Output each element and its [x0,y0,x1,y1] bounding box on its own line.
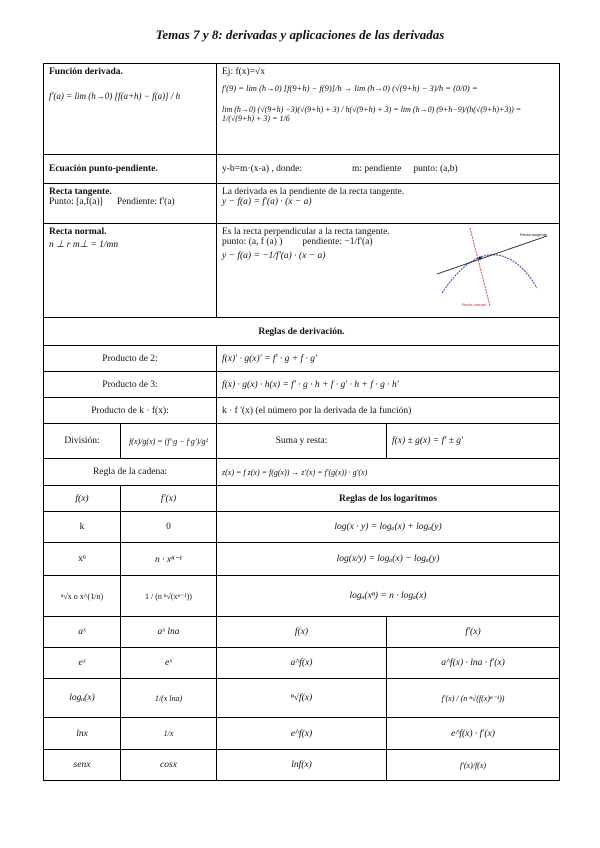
log-rule-power: logₐ(xⁿ) = n · logₐ(x) [216,576,559,616]
row-cadena [44,458,559,485]
table-cell-f: k [79,522,85,532]
producto-3-formula: f(x) · g(x) · h(x) = f' · g · h + f · g' · h + f · g · h' [216,372,559,397]
table-cell-df2: f'(x)/f(x) [386,750,559,780]
table-cell-f: eˣ [78,658,86,668]
table-cell-f: ⁿ√x o x^(1/n) [60,591,104,601]
col-header-f: f(x) [75,493,89,504]
table-cell-f: senx [73,760,91,770]
example-line-2: lim (h→0) (√(9+h) −3)(√(9+h) + 3) / h(√(9+h) + 3) = lim (h→0) (9+h−9)/(h(√(9+h)+3)) = 1/(√(9+h) + 3) = 1/6 [222,105,522,123]
tangent-line [437,236,547,274]
example-label: Ej: f(x)=√x [222,67,266,77]
curve [442,255,537,293]
col-header-df: f'(x) [120,486,216,511]
table-cell-f2: e^f(x) [216,718,386,749]
tangente-eq: y − f(a) = f'(a) · (x − a) [222,197,312,207]
tangency-point [479,257,482,260]
row-division-suma [44,423,559,458]
heading-recta-normal: Recta normal. [49,227,107,237]
row-producto-2 [44,345,559,371]
row-funcion-derivada [44,64,559,154]
table-cell-df: 1/(x lna) [120,679,216,717]
tangente-text: La derivada es la pendiente de la recta tangente. [222,187,405,197]
heading-funcion-derivada: Función derivada. [49,67,123,77]
cadena-formula: z(x) = f z(x) = f(g(x)) → z'(x) = f'(g(x)) · g'(x) [216,459,559,485]
formula-sheet [43,63,560,781]
table-cell-f: lnx [76,728,88,739]
producto-k-formula: k · f '(x) (el número por la derivada de la función) [216,398,559,423]
table-cell-f: xⁿ [78,554,86,564]
table-cell-df: 0 [120,512,216,542]
label-normal: Recta normal [462,302,486,307]
normal-punto: punto: (a, f (a) ) [222,237,283,247]
normal-eq: y − f(a) = −1/f'(a) · (x − a) [222,251,326,261]
tangent-normal-diagram [432,228,552,310]
producto-k-label: Producto de k · f(x): [91,405,169,416]
row-producto-k [44,397,559,423]
table-cell-df2: f'(x) [386,617,559,647]
punto-pendiente-m: m: pendiente [352,164,402,174]
heading-punto-pendiente: Ecuación punto-pendiente. [49,164,158,174]
table-cell-df: aˣ lna [120,617,216,647]
row-recta-normal [44,223,559,317]
table-cell-f2: lnf(x) [216,750,386,780]
example-line-1: f'(9) = lim (h→0) [f(9+h) − f(9)]/h → lim (h→0) (√(9+h) − 3)/h = (0/0) = [222,83,478,93]
normal-perpendicular: n ⊥ r m⊥ = 1/mn [49,240,119,250]
table-row [44,575,559,616]
tangente-pendiente: Pendiente: f'(a) [116,197,175,207]
table-cell-df2: a^f(x) · lna · f'(x) [386,648,559,678]
suma-formula: f(x) ± g(x) = f' ± g' [386,424,559,458]
table-row [44,647,559,678]
table-row [44,511,559,542]
division-formula: f(x)/g(x) = (f'·g − f·g')/g² [120,424,216,458]
heading-recta-tangente: Recta tangente. [49,187,112,197]
table-row [44,542,559,575]
table-cell-df2: f'(x) / (n ⁿ√(f(x)ⁿ⁻¹)) [386,679,559,717]
punto-pendiente-point: punto: (a,b) [413,164,458,174]
normal-text: Es la recta perpendicular a la recta tangente. [222,227,390,237]
table-row [44,616,559,647]
row-punto-pendiente [44,154,559,183]
log-rule-quotient: log(x/y) = logₐ(x) − logₐ(y) [216,543,559,575]
row-reglas-heading [44,317,559,345]
suma-label: Suma y resta: [216,424,386,458]
table-cell-f: aˣ [78,627,86,637]
table-cell-f2: a^f(x) [216,648,386,678]
label-tangent: Recta tangente [520,232,548,237]
table-cell-f: logₐ(x) [69,693,95,703]
tangente-punto: Punto: [a,f(a)] [49,197,103,207]
table-cell-df: eˣ [120,648,216,678]
table-row [44,717,559,749]
table-row [44,749,559,780]
table-cell-df: cosx [120,750,216,780]
heading-logaritmos: Reglas de los logaritmos [216,486,559,511]
table-cell-df: n · xⁿ⁻¹ [120,543,216,575]
producto-2-label: Producto de 2: [102,353,158,364]
producto-2-formula: f(x)' · g(x)' = f' · g + f · g' [216,346,559,371]
table-row [44,678,559,717]
normal-pendiente: pendiente: −1/f'(a) [302,237,373,247]
heading-reglas: Reglas de derivación. [258,326,345,337]
punto-pendiente-eq: y-b=m·(x-a) , donde: [222,164,303,174]
page-title: Temas 7 y 8: derivadas y aplicaciones de las derivadas [155,27,445,42]
cadena-label: Regla de la cadena: [92,467,168,477]
row-table-header [44,485,559,511]
table-cell-f2: f(x) [216,617,386,647]
table-cell-df: 1/x [120,718,216,749]
producto-3-label: Producto de 3: [102,379,158,390]
table-cell-df: 1 / (n ⁿ√(xⁿ⁻¹)) [120,576,216,616]
table-cell-f2: ⁿ√f(x) [216,679,386,717]
row-producto-3 [44,371,559,397]
row-recta-tangente [44,183,559,223]
normal-line [470,228,490,306]
derivative-definition: f'(a) = lim (h→0) [f(a+h) − f(a)] / h [49,91,181,101]
division-label: División: [64,436,100,446]
log-rule-product: log(x · y) = logₐ(x) + logₐ(y) [216,512,559,542]
table-cell-df2: e^f(x) · f'(x) [386,718,559,749]
